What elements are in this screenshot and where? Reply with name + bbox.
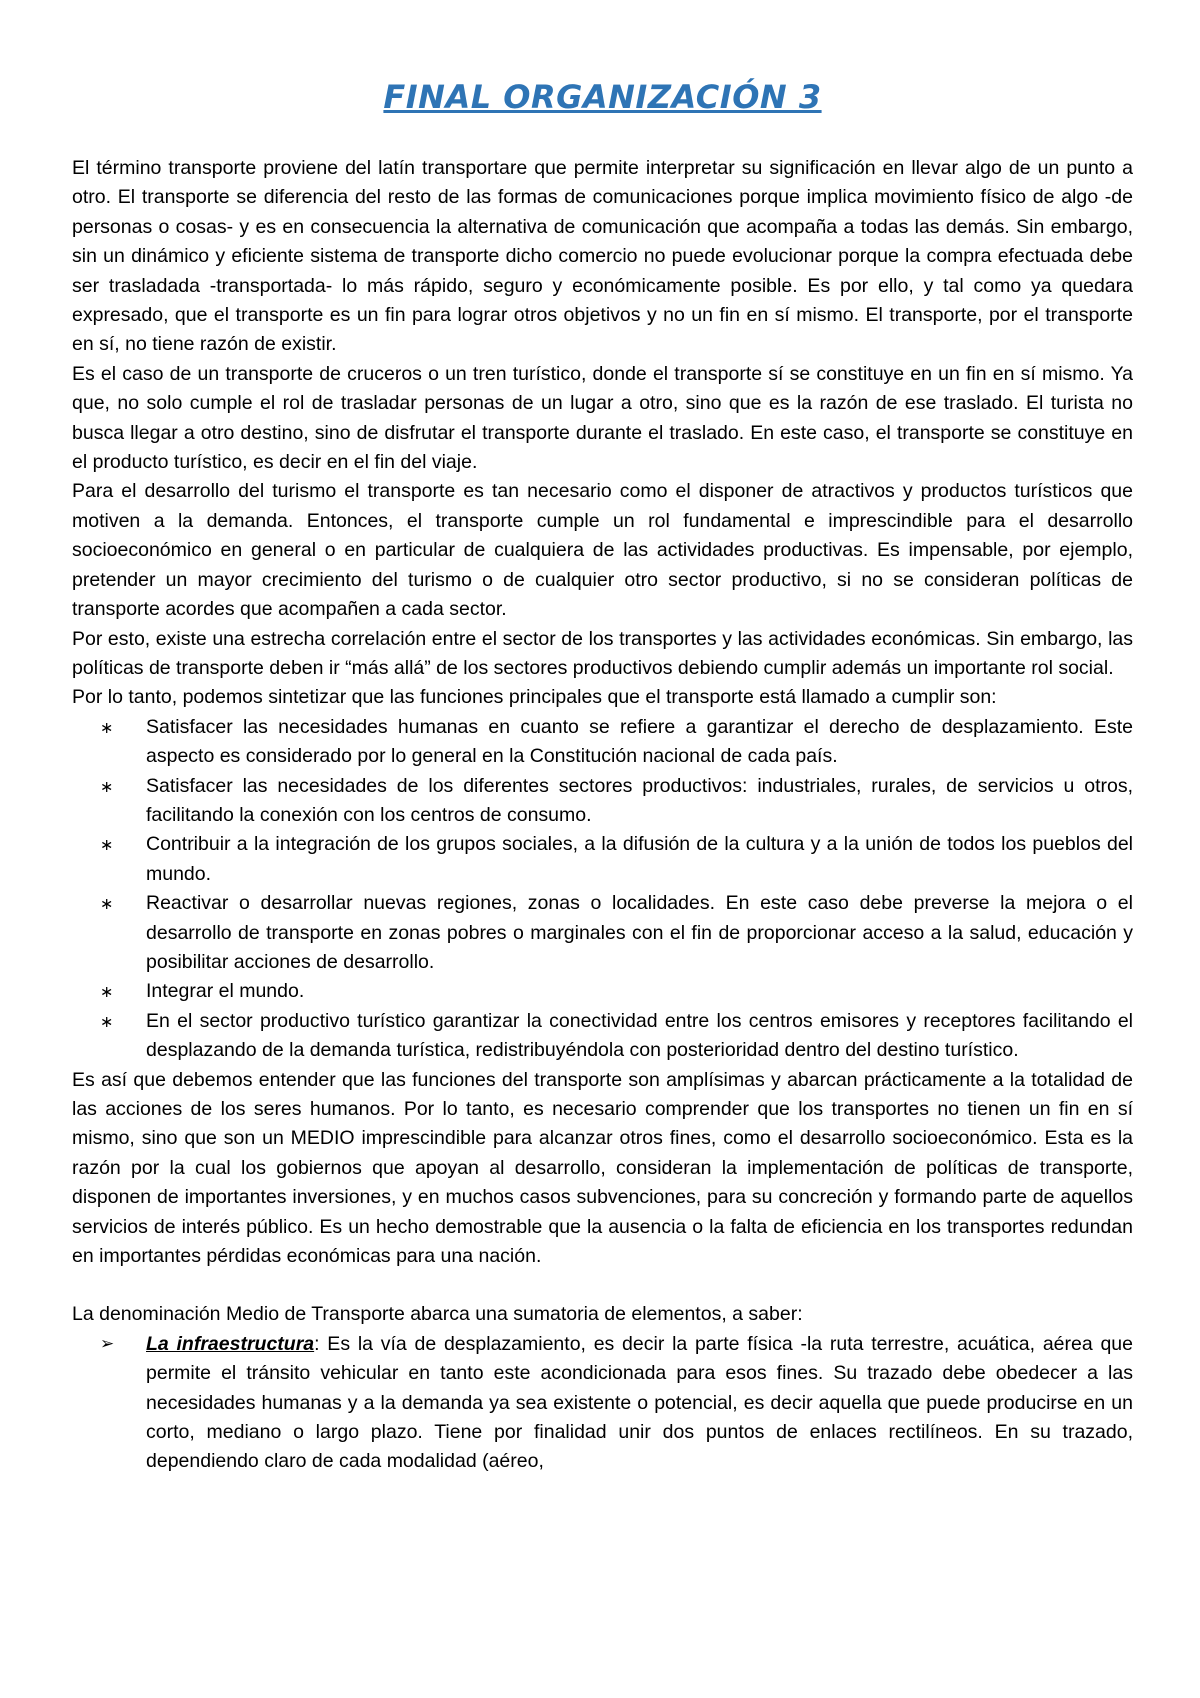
- paragraph-economic-correlation: Por esto, existe una estrecha correlación entre el sector de los transportes y las actividades económicas. Sin embargo, las políticas de transporte deben ir “más allá” de los sectores productivos debiendo cumplir además un importante rol social.: [72, 627, 1133, 679]
- list-item: [100, 889, 1133, 977]
- spacer: [72, 1271, 1133, 1300]
- functions-list: [72, 713, 1133, 1066]
- list-item: [100, 1330, 1133, 1477]
- page-title: FINAL ORGANIZACIÓN 3: [383, 78, 822, 116]
- paragraph-cruise-example: Es el caso de un transporte de cruceros o un tren turístico, donde el transporte sí se constituye en un fin en sí mismo. Ya que, no solo cumple el rol de trasladar personas de un lugar a otro, sino que es la razón de ese traslado. El turista no busca llegar a otro destino, sino de disfrutar el transporte durante el traslado. En este caso, el transporte se constituye en el producto turístico, es decir en el fin del viaje.: [72, 362, 1133, 474]
- paragraph-transport-functions-scope: Es así que debemos entender que las funciones del transporte son amplísimas y abarcan prácticamente a la totalidad de las acciones de los seres humanos. Por lo tanto, es necesario comprender que los transportes no tienen un fin en sí mismo, sino que son un MEDIO imprescindible para alcanzar otros fines, como el desarrollo socioeconómico. Esta es la razón por la cual los gobiernos que apoyan al desarrollo, consideran la implementación de políticas de transporte, disponen de importantes inversiones, y en muchos casos subvenciones, para su concreción y formando parte de aquellos servicios de interés público. Es un hecho demostrable que la ausencia o la falta de eficiencia en los transportes redundan en importantes pérdidas económicas para una nación.: [72, 1068, 1133, 1268]
- asterisk-bullet-icon: ∗: [100, 776, 114, 796]
- paragraph-tourism-development: Para el desarrollo del turismo el transporte es tan necesario como el disponer de atractivos y productos turísticos que motiven a la demanda. Entonces, el transporte cumple un rol fundamental e imprescindible para el desarrollo socioeconómico en general o en particular de cualquiera de las actividades productivas. Es impensable, por ejemplo, pretender un mayor crecimiento del turismo o de cualquier otro sector productivo, si no se consideran políticas de transporte acordes que acompañen a cada sector.: [72, 480, 1133, 621]
- list-item-text: Satisfacer las necesidades de los diferentes sectores productivos: industriales, rurales, de servicios u otros, facilitando la conexión con los centros de consumo.: [146, 774, 1133, 826]
- list-item-text: Integrar el mundo.: [146, 980, 305, 1003]
- elements-list: [72, 1330, 1133, 1477]
- asterisk-bullet-icon: ∗: [100, 1011, 114, 1031]
- list-item-text: Contribuir a la integración de los grupos sociales, a la difusión de la cultura y a la unión de todos los pueblos del mundo.: [146, 833, 1133, 885]
- asterisk-bullet-icon: ∗: [100, 835, 114, 855]
- list-item: [100, 713, 1133, 772]
- asterisk-bullet-icon: ∗: [100, 717, 114, 737]
- list-item-text: En el sector productivo turístico garantizar la conectividad entre los centros emisores y receptores facilitando el desplazando de la demanda turística, redistribuyéndola con posterioridad dentro del destino turístico.: [146, 1009, 1133, 1062]
- list-item: [100, 1007, 1133, 1066]
- list-item-text: Satisfacer las necesidades humanas en cuanto se refiere a garantizar el derecho de desplazamiento. Este aspecto es considerado por lo general en la Constitución nacional de cada país.: [146, 715, 1133, 768]
- paragraph-medio-de-transporte: La denominación Medio de Transporte abarca una sumatoria de elementos, a saber:: [72, 1303, 803, 1326]
- list-item-text: : Es la vía de desplazamiento, es decir la parte física -la ruta terrestre, acuática, aérea que permite el tránsito vehicular en tanto este acondicionada para esos fines. Su trazado debe obedecer a las necesidades humanas y a la demanda ya sea existente o potencial, es decir aquella que puede producirse en un corto, mediano o largo plazo. Tiene por finalidad unir dos puntos de enlaces rectilíneos. En su trazado, dependiendo claro de cada modalidad (aéreo,: [146, 1332, 1133, 1473]
- paragraph-transport-definition: El término transporte proviene del latín transportare que permite interpretar su significación en llevar algo de un punto a otro. El transporte se diferencia del resto de las formas de comunicaciones porque implica movimiento físico de algo -de personas o cosas- y es en consecuencia la alternativa de comunicación que acompaña a todas las demás. Sin embargo, sin un dinámico y eficiente sistema de transporte dicho comercio no puede evolucionar porque la compra efectuada debe ser trasladada -transportada- lo más rápido, seguro y económicamente posible. Es por ello, y tal como ya quedara expresado, que el transporte es un fin para lograr otros objetivos y no un fin en sí mismo. El transporte, por el transporte en sí, no tiene razón de existir.: [72, 157, 1133, 356]
- list-item-text: Reactivar o desarrollar nuevas regiones, zonas o localidades. En este caso debe preverse la mejora o el desarrollo de transporte en zonas pobres o marginales con el fin de proporcionar acceso a la salud, educación y posibilitar acciones de desarrollo.: [146, 892, 1133, 973]
- term-infraestructura: La infraestructura: [146, 1332, 315, 1355]
- asterisk-bullet-icon: ∗: [100, 982, 114, 1002]
- list-item: [100, 830, 1133, 889]
- arrow-bullet-icon: ➢: [100, 1333, 115, 1354]
- asterisk-bullet-icon: ∗: [100, 894, 114, 914]
- list-item: [100, 977, 1133, 1006]
- paragraph-functions-intro: Por lo tanto, podemos sintetizar que las funciones principales que el transporte está llamado a cumplir son:: [72, 686, 997, 709]
- list-item: [100, 772, 1133, 831]
